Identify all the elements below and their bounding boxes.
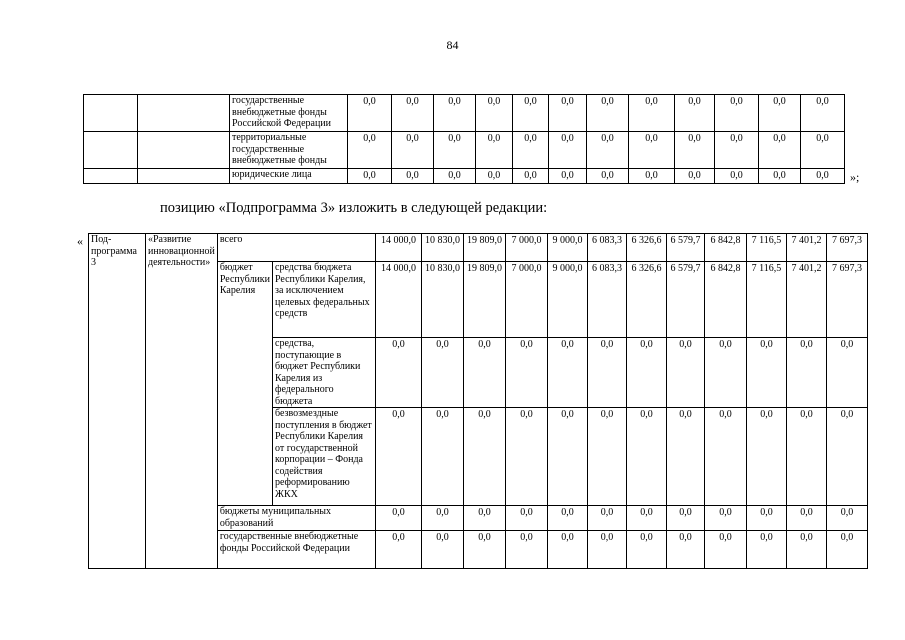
value-cell: 0,0 [513,169,549,184]
value-cell: 0,0 [422,531,464,569]
value-cell: 0,0 [422,506,464,531]
row-label: бюджеты муниципальных образований [217,506,375,531]
value-cell: 0,0 [715,95,759,132]
budget-rk-label: бюджет Республики Карелия [217,262,272,506]
value-cell: 0,0 [827,531,868,569]
subprogram-name-cell: Под-программа 3 [89,234,146,569]
value-cell: 0,0 [747,338,787,408]
row-label: государственные внебюджетные фонды Российской Федерации [230,95,348,132]
total-value: 6 579,7 [667,234,705,262]
value-cell: 0,0 [705,338,747,408]
value-cell: 0,0 [587,95,629,132]
total-value: 19 809,0 [464,234,506,262]
row-total [89,234,868,262]
row-label: средства бюджета Республики Карелия, за исключением целевых федеральных средств [273,262,376,338]
value-cell: 0,0 [548,408,588,506]
value-cell: 0,0 [587,169,629,184]
value-cell: 0,0 [434,132,476,169]
value-cell: 0,0 [759,95,801,132]
value-cell: 0,0 [827,506,868,531]
blank-cell [138,95,230,132]
value-cell: 0,0 [392,95,434,132]
value-cell: 0,0 [675,95,715,132]
value-cell: 19 809,0 [464,262,506,338]
value-cell: 7 401,2 [787,262,827,338]
value-cell: 0,0 [392,132,434,169]
row-label: юридические лица [230,169,348,184]
total-label: всего [217,234,375,262]
value-cell: 0,0 [675,169,715,184]
value-cell: 0,0 [506,408,548,506]
value-cell: 0,0 [588,506,627,531]
value-cell: 0,0 [705,531,747,569]
row-label: территориальные государственные внебюджетные фонды [230,132,348,169]
value-cell: 0,0 [422,338,464,408]
total-value: 6 326,6 [627,234,667,262]
value-cell: 7 697,3 [827,262,868,338]
subprogram-table [88,233,868,569]
value-cell: 0,0 [715,132,759,169]
value-cell: 0,0 [827,338,868,408]
value-cell: 0,0 [348,95,392,132]
total-value: 7 697,3 [827,234,868,262]
value-cell: 0,0 [675,132,715,169]
closing-quote: »; [850,170,860,184]
blank-cell [138,169,230,184]
value-cell: 0,0 [434,169,476,184]
value-cell: 0,0 [464,408,506,506]
value-cell: 9 000,0 [548,262,588,338]
blank-cell [84,95,138,132]
value-cell: 0,0 [587,132,629,169]
total-value: 6 083,3 [588,234,627,262]
value-cell: 0,0 [759,132,801,169]
value-cell: 0,0 [376,531,422,569]
value-cell: 0,0 [787,338,827,408]
value-cell: 0,0 [801,132,845,169]
value-cell: 0,0 [434,95,476,132]
total-value: 7 116,5 [747,234,787,262]
value-cell: 0,0 [548,338,588,408]
value-cell: 0,0 [705,506,747,531]
opening-quote: « [77,234,83,248]
value-cell: 0,0 [506,338,548,408]
value-cell: 0,0 [787,531,827,569]
value-cell: 0,0 [627,531,667,569]
row-label: государственные внебюджетные фонды Российской Федерации [217,531,375,569]
value-cell: 0,0 [627,408,667,506]
value-cell: 0,0 [549,169,587,184]
total-value: 9 000,0 [548,234,588,262]
continuation-row [84,95,845,132]
value-cell: 6 579,7 [667,262,705,338]
value-cell: 6 842,8 [705,262,747,338]
value-cell: 0,0 [513,132,549,169]
value-cell: 0,0 [588,531,627,569]
continuation-row [84,169,845,184]
row-label: средства, поступающие в бюджет Республики Карелия из федерального бюджета [273,338,376,408]
value-cell: 0,0 [801,169,845,184]
total-value: 7 000,0 [506,234,548,262]
value-cell: 0,0 [629,132,675,169]
value-cell: 0,0 [827,408,868,506]
value-cell: 0,0 [629,95,675,132]
value-cell: 0,0 [627,338,667,408]
value-cell: 10 830,0 [422,262,464,338]
total-value: 10 830,0 [422,234,464,262]
value-cell: 0,0 [348,132,392,169]
value-cell: 0,0 [422,408,464,506]
value-cell: 0,0 [506,506,548,531]
value-cell: 0,0 [476,132,513,169]
value-cell: 0,0 [376,338,422,408]
value-cell: 0,0 [476,169,513,184]
value-cell: 0,0 [747,408,787,506]
instruction-text: позицию «Подпрограмма 3» изложить в следующей редакции: [160,200,548,216]
value-cell: 0,0 [464,338,506,408]
value-cell: 0,0 [747,531,787,569]
value-cell: 0,0 [801,95,845,132]
total-value: 7 401,2 [787,234,827,262]
value-cell: 0,0 [588,338,627,408]
value-cell: 0,0 [376,506,422,531]
value-cell: 0,0 [392,169,434,184]
continuation-table [83,94,845,184]
value-cell: 0,0 [787,408,827,506]
value-cell: 0,0 [627,506,667,531]
value-cell: 14 000,0 [376,262,422,338]
total-value: 14 000,0 [376,234,422,262]
value-cell: 0,0 [506,531,548,569]
value-cell: 0,0 [348,169,392,184]
value-cell: 6 083,3 [588,262,627,338]
value-cell: 0,0 [759,169,801,184]
value-cell: 0,0 [747,506,787,531]
value-cell: 0,0 [464,506,506,531]
value-cell: 7 116,5 [747,262,787,338]
value-cell: 0,0 [549,132,587,169]
continuation-row [84,132,845,169]
value-cell: 0,0 [629,169,675,184]
blank-cell [138,132,230,169]
total-value: 6 842,8 [705,234,747,262]
value-cell: 0,0 [667,506,705,531]
value-cell: 0,0 [464,531,506,569]
value-cell: 0,0 [667,531,705,569]
value-cell: 0,0 [715,169,759,184]
value-cell: 6 326,6 [627,262,667,338]
value-cell: 0,0 [705,408,747,506]
value-cell: 0,0 [667,408,705,506]
row-label: безвозмездные поступления в бюджет Республики Карелия от государственной корпорации – Фонда содействия реформированию ЖКХ [273,408,376,506]
value-cell: 0,0 [476,95,513,132]
value-cell: 0,0 [549,95,587,132]
blank-cell [84,169,138,184]
value-cell: 0,0 [376,408,422,506]
value-cell: 7 000,0 [506,262,548,338]
value-cell: 0,0 [513,95,549,132]
value-cell: 0,0 [787,506,827,531]
value-cell: 0,0 [588,408,627,506]
page-number: 84 [446,38,459,52]
value-cell: 0,0 [548,506,588,531]
blank-cell [84,132,138,169]
subprogram-title-cell: «Развитие инновационной деятельности» [146,234,218,569]
value-cell: 0,0 [548,531,588,569]
value-cell: 0,0 [667,338,705,408]
